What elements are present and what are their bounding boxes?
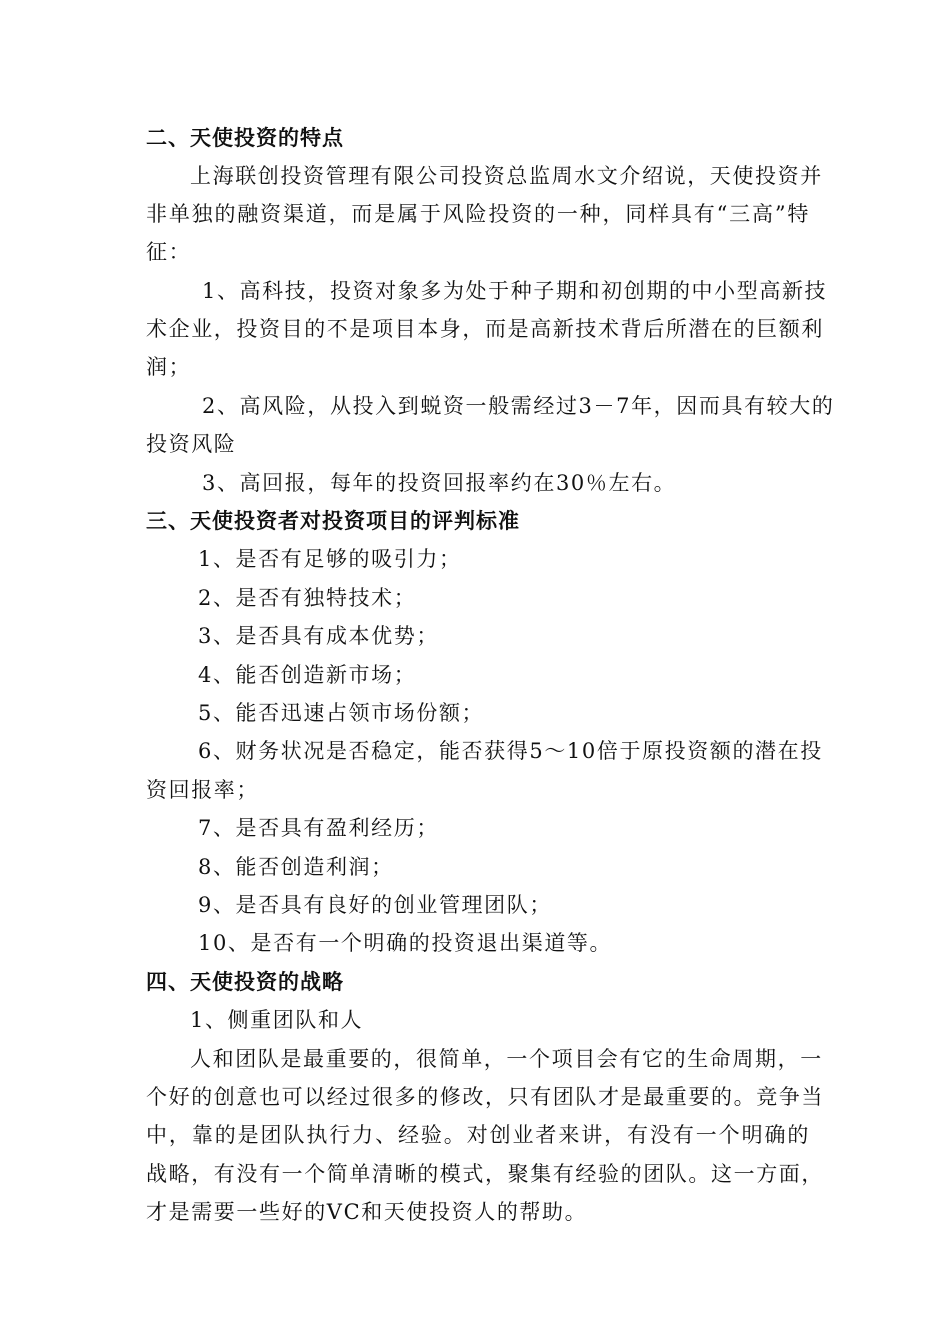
list-item: 2、高风险，从投入到蜕资一般需经过3－7年，因而具有较大的 xyxy=(202,394,835,418)
paragraph-line: 非单独的融资渠道，而是属于风险投资的一种，同样具有“三高”特 xyxy=(146,202,810,226)
list-item: 7、是否具有盈利经历； xyxy=(198,816,439,840)
list-item: 3、是否具有成本优势； xyxy=(198,624,439,648)
list-item-continuation: 术企业，投资目的不是项目本身，而是高新技术背后所潜在的巨额利 xyxy=(146,317,824,341)
section-heading-4: 四、天使投资的战略 xyxy=(146,970,344,994)
list-item: 6、财务状况是否稳定，能否获得5～10倍于原投资额的潜在投 xyxy=(198,739,823,763)
section-heading-3: 三、天使投资者对投资项目的评判标准 xyxy=(146,509,520,533)
list-item-continuation: 资回报率； xyxy=(146,778,259,802)
paragraph-line: 个好的创意也可以经过很多的修改，只有团队才是最重要的。竞争当 xyxy=(146,1085,824,1109)
list-item: 4、能否创造新市场； xyxy=(198,663,417,687)
list-item: 10、是否有一个明确的投资退出渠道等。 xyxy=(198,931,613,955)
paragraph-line: 上海联创投资管理有限公司投资总监周水文介绍说，天使投资并 xyxy=(190,164,823,188)
paragraph-line: 才是需要一些好的VC和天使投资人的帮助。 xyxy=(146,1200,588,1224)
list-item: 3、高回报，每年的投资回报率约在30％左右。 xyxy=(202,471,677,495)
subheading: 1、侧重团队和人 xyxy=(190,1008,364,1032)
list-item: 9、是否具有良好的创业管理团队； xyxy=(198,893,552,917)
list-item-continuation: 润； xyxy=(146,355,192,379)
list-item: 2、是否有独特技术； xyxy=(198,586,417,610)
list-item: 5、能否迅速占领市场份额； xyxy=(198,701,485,725)
list-item: 8、能否创造利润； xyxy=(198,855,394,879)
list-item-continuation: 投资风险 xyxy=(146,432,237,456)
paragraph-line: 人和团队是最重要的，很简单，一个项目会有它的生命周期，一 xyxy=(190,1047,823,1071)
paragraph-line: 战略，有没有一个简单清晰的模式，聚集有经验的团队。这一方面， xyxy=(146,1162,824,1186)
list-item: 1、是否有足够的吸引力； xyxy=(198,547,462,571)
paragraph-line: 征： xyxy=(146,240,192,264)
section-heading-2: 二、天使投资的特点 xyxy=(146,126,344,150)
paragraph-line: 中，靠的是团队执行力、经验。对创业者来讲，有没有一个明确的 xyxy=(146,1123,810,1147)
list-item: 1、高科技，投资对象多为处于种子期和初创期的中小型高新技 xyxy=(202,279,828,303)
